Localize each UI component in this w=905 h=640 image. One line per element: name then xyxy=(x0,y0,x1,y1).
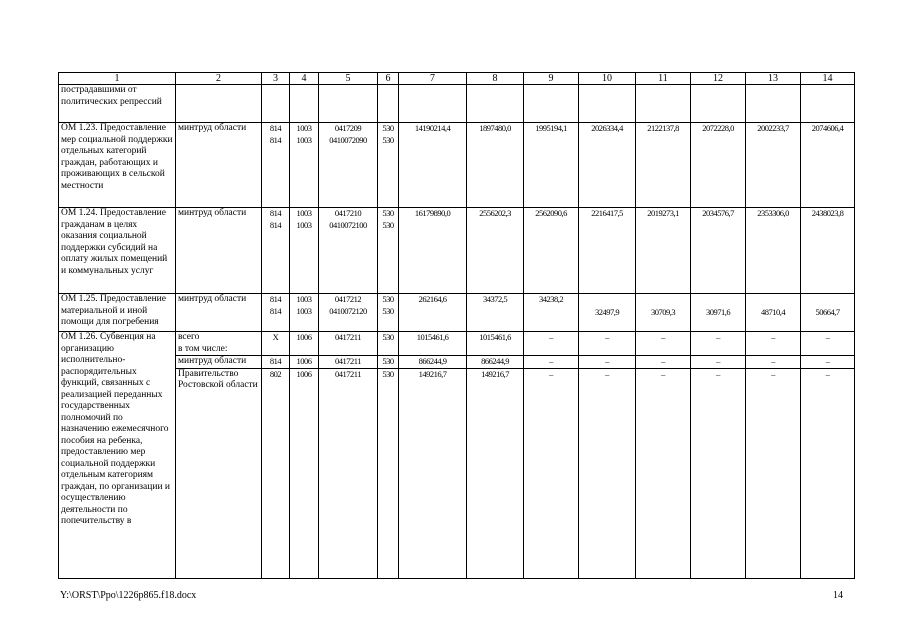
measure-name: ОМ 1.24. Предоставление гражданам в целях оказания социальной поддержки субсидий на оплату жилых помещений и коммунальных услуг xyxy=(59,208,176,294)
amount-total: 149216,7 xyxy=(399,368,467,578)
amount-year-6: 48710,4 xyxy=(746,294,801,332)
budget-code-section: 1003 1003 xyxy=(290,208,319,294)
budget-code-section: 1006 xyxy=(290,332,319,356)
executor: минтруд области xyxy=(176,123,262,208)
amount-year-2: – xyxy=(524,368,579,578)
table-row xyxy=(59,332,855,356)
amount-year-7: 2074606,4 xyxy=(801,123,855,208)
budget-code-target: 0417211 xyxy=(319,332,378,356)
amount-year-4: 30709,3 xyxy=(636,294,691,332)
col-num-12: 12 xyxy=(691,73,746,85)
amount-year-1: 149216,7 xyxy=(467,368,524,578)
col-num-14: 14 xyxy=(801,73,855,85)
amount-year-1: 34372,5 xyxy=(467,294,524,332)
col-num-4: 4 xyxy=(290,73,319,85)
budget-code-target: 0417211 xyxy=(319,368,378,578)
table-row xyxy=(59,85,855,123)
table-row xyxy=(59,356,855,369)
amount-total: 14190214,4 xyxy=(399,123,467,208)
executor: минтруд области xyxy=(176,356,262,369)
budget-code-section: 1003 1003 xyxy=(290,123,319,208)
amount-year-7: – xyxy=(801,356,855,369)
amount-year-3: 32497,9 xyxy=(579,294,636,332)
amount-year-5: 2034576,7 xyxy=(691,208,746,294)
amount-year-1: 1015461,6 xyxy=(467,332,524,356)
executor: минтруд области xyxy=(176,208,262,294)
budget-code-section: 1003 1003 xyxy=(290,294,319,332)
amount-year-2: – xyxy=(524,332,579,356)
column-number-row xyxy=(59,73,855,85)
amount-year-3: – xyxy=(579,356,636,369)
measure-name: ОМ 1.23. Предоставление мер социальной поддержки отдельных категорий граждан, работающих и проживающих в сельской местности xyxy=(59,123,176,208)
table-row xyxy=(59,368,855,578)
amount-year-7: – xyxy=(801,332,855,356)
col-num-7: 7 xyxy=(399,73,467,85)
amount-year-4: – xyxy=(636,332,691,356)
file-path-footer: Y:\ORST\Ppo\1226p865.f18.docx xyxy=(60,590,197,601)
amount-year-1: 866244,9 xyxy=(467,356,524,369)
amount-year-4: 2122137,8 xyxy=(636,123,691,208)
col-num-2: 2 xyxy=(176,73,262,85)
budget-code-target: 0417212 0410072120 xyxy=(319,294,378,332)
amount-year-6: – xyxy=(746,368,801,578)
budget-code-grbs: 814 814 xyxy=(262,208,290,294)
page-number: 14 xyxy=(833,590,843,601)
measure-name: ОМ 1.26. Субвенция на организацию исполнительно-распорядительных функций, связанных с реализацией переданных государственных полномочий по назначению ежемесячного пособия на ребенка, предоставлению мер социальной поддержки отдельным категориям граждан, по организации и осуществлению деятельности по попечительству в xyxy=(59,332,176,579)
amount-year-3: – xyxy=(579,368,636,578)
col-num-6: 6 xyxy=(378,73,399,85)
budget-code-grbs: 814 814 xyxy=(262,294,290,332)
budget-code-type: 530 xyxy=(378,368,399,578)
budget-code-type: 530 530 xyxy=(378,123,399,208)
budget-code-section: 1006 xyxy=(290,368,319,578)
budget-code-target: 0417211 xyxy=(319,356,378,369)
amount-year-6: – xyxy=(746,356,801,369)
budget-code-type: 530 xyxy=(378,332,399,356)
amount-year-2: 1995194,1 xyxy=(524,123,579,208)
amount-year-5: – xyxy=(691,356,746,369)
amount-year-2: 2562090,6 xyxy=(524,208,579,294)
amount-year-5: 30971,6 xyxy=(691,294,746,332)
budget-code-section: 1006 xyxy=(290,356,319,369)
amount-year-4: – xyxy=(636,356,691,369)
amount-year-7: 50664,7 xyxy=(801,294,855,332)
amount-year-2: 34238,2 xyxy=(524,294,579,332)
amount-year-3: 2216417,5 xyxy=(579,208,636,294)
table-row xyxy=(59,123,855,208)
amount-year-6: 2002233,7 xyxy=(746,123,801,208)
col-num-1: 1 xyxy=(59,73,176,85)
col-num-9: 9 xyxy=(524,73,579,85)
amount-year-3: – xyxy=(579,332,636,356)
budget-code-grbs: 814 xyxy=(262,356,290,369)
amount-year-1: 1897480,0 xyxy=(467,123,524,208)
amount-year-5: – xyxy=(691,368,746,578)
measure-name: пострадавшими от политических репрессий xyxy=(59,85,176,123)
budget-code-grbs: 814 814 xyxy=(262,123,290,208)
budget-code-target: 0417209 0410072090 xyxy=(319,123,378,208)
measure-name: ОМ 1.25. Предоставление материальной и иной помощи для погребения xyxy=(59,294,176,332)
budget-code-type: 530 530 xyxy=(378,294,399,332)
amount-year-7: – xyxy=(801,368,855,578)
col-num-11: 11 xyxy=(636,73,691,85)
amount-year-4: – xyxy=(636,368,691,578)
budget-table xyxy=(58,72,855,579)
amount-total: 262164,6 xyxy=(399,294,467,332)
budget-code-grbs: 802 xyxy=(262,368,290,578)
amount-year-5: 2072228,0 xyxy=(691,123,746,208)
amount-year-5: – xyxy=(691,332,746,356)
col-num-5: 5 xyxy=(319,73,378,85)
budget-code-type: 530 xyxy=(378,356,399,369)
table-row xyxy=(59,208,855,294)
executor: всего в том числе: xyxy=(176,332,262,356)
budget-code-target: 0417210 0410072100 xyxy=(319,208,378,294)
amount-year-3: 2026334,4 xyxy=(579,123,636,208)
budget-code-type: 530 530 xyxy=(378,208,399,294)
col-num-3: 3 xyxy=(262,73,290,85)
col-num-13: 13 xyxy=(746,73,801,85)
budget-code-grbs: X xyxy=(262,332,290,356)
amount-total: 16179890,0 xyxy=(399,208,467,294)
amount-year-7: 2438023,8 xyxy=(801,208,855,294)
amount-year-1: 2556202,3 xyxy=(467,208,524,294)
executor: Правительство Ростовской области xyxy=(176,368,262,578)
amount-year-2: – xyxy=(524,356,579,369)
amount-year-6: – xyxy=(746,332,801,356)
table-row xyxy=(59,294,855,332)
amount-year-6: 2353306,0 xyxy=(746,208,801,294)
amount-total: 866244,9 xyxy=(399,356,467,369)
amount-year-4: 2019273,1 xyxy=(636,208,691,294)
executor: минтруд области xyxy=(176,294,262,332)
amount-total: 1015461,6 xyxy=(399,332,467,356)
col-num-8: 8 xyxy=(467,73,524,85)
col-num-10: 10 xyxy=(579,73,636,85)
